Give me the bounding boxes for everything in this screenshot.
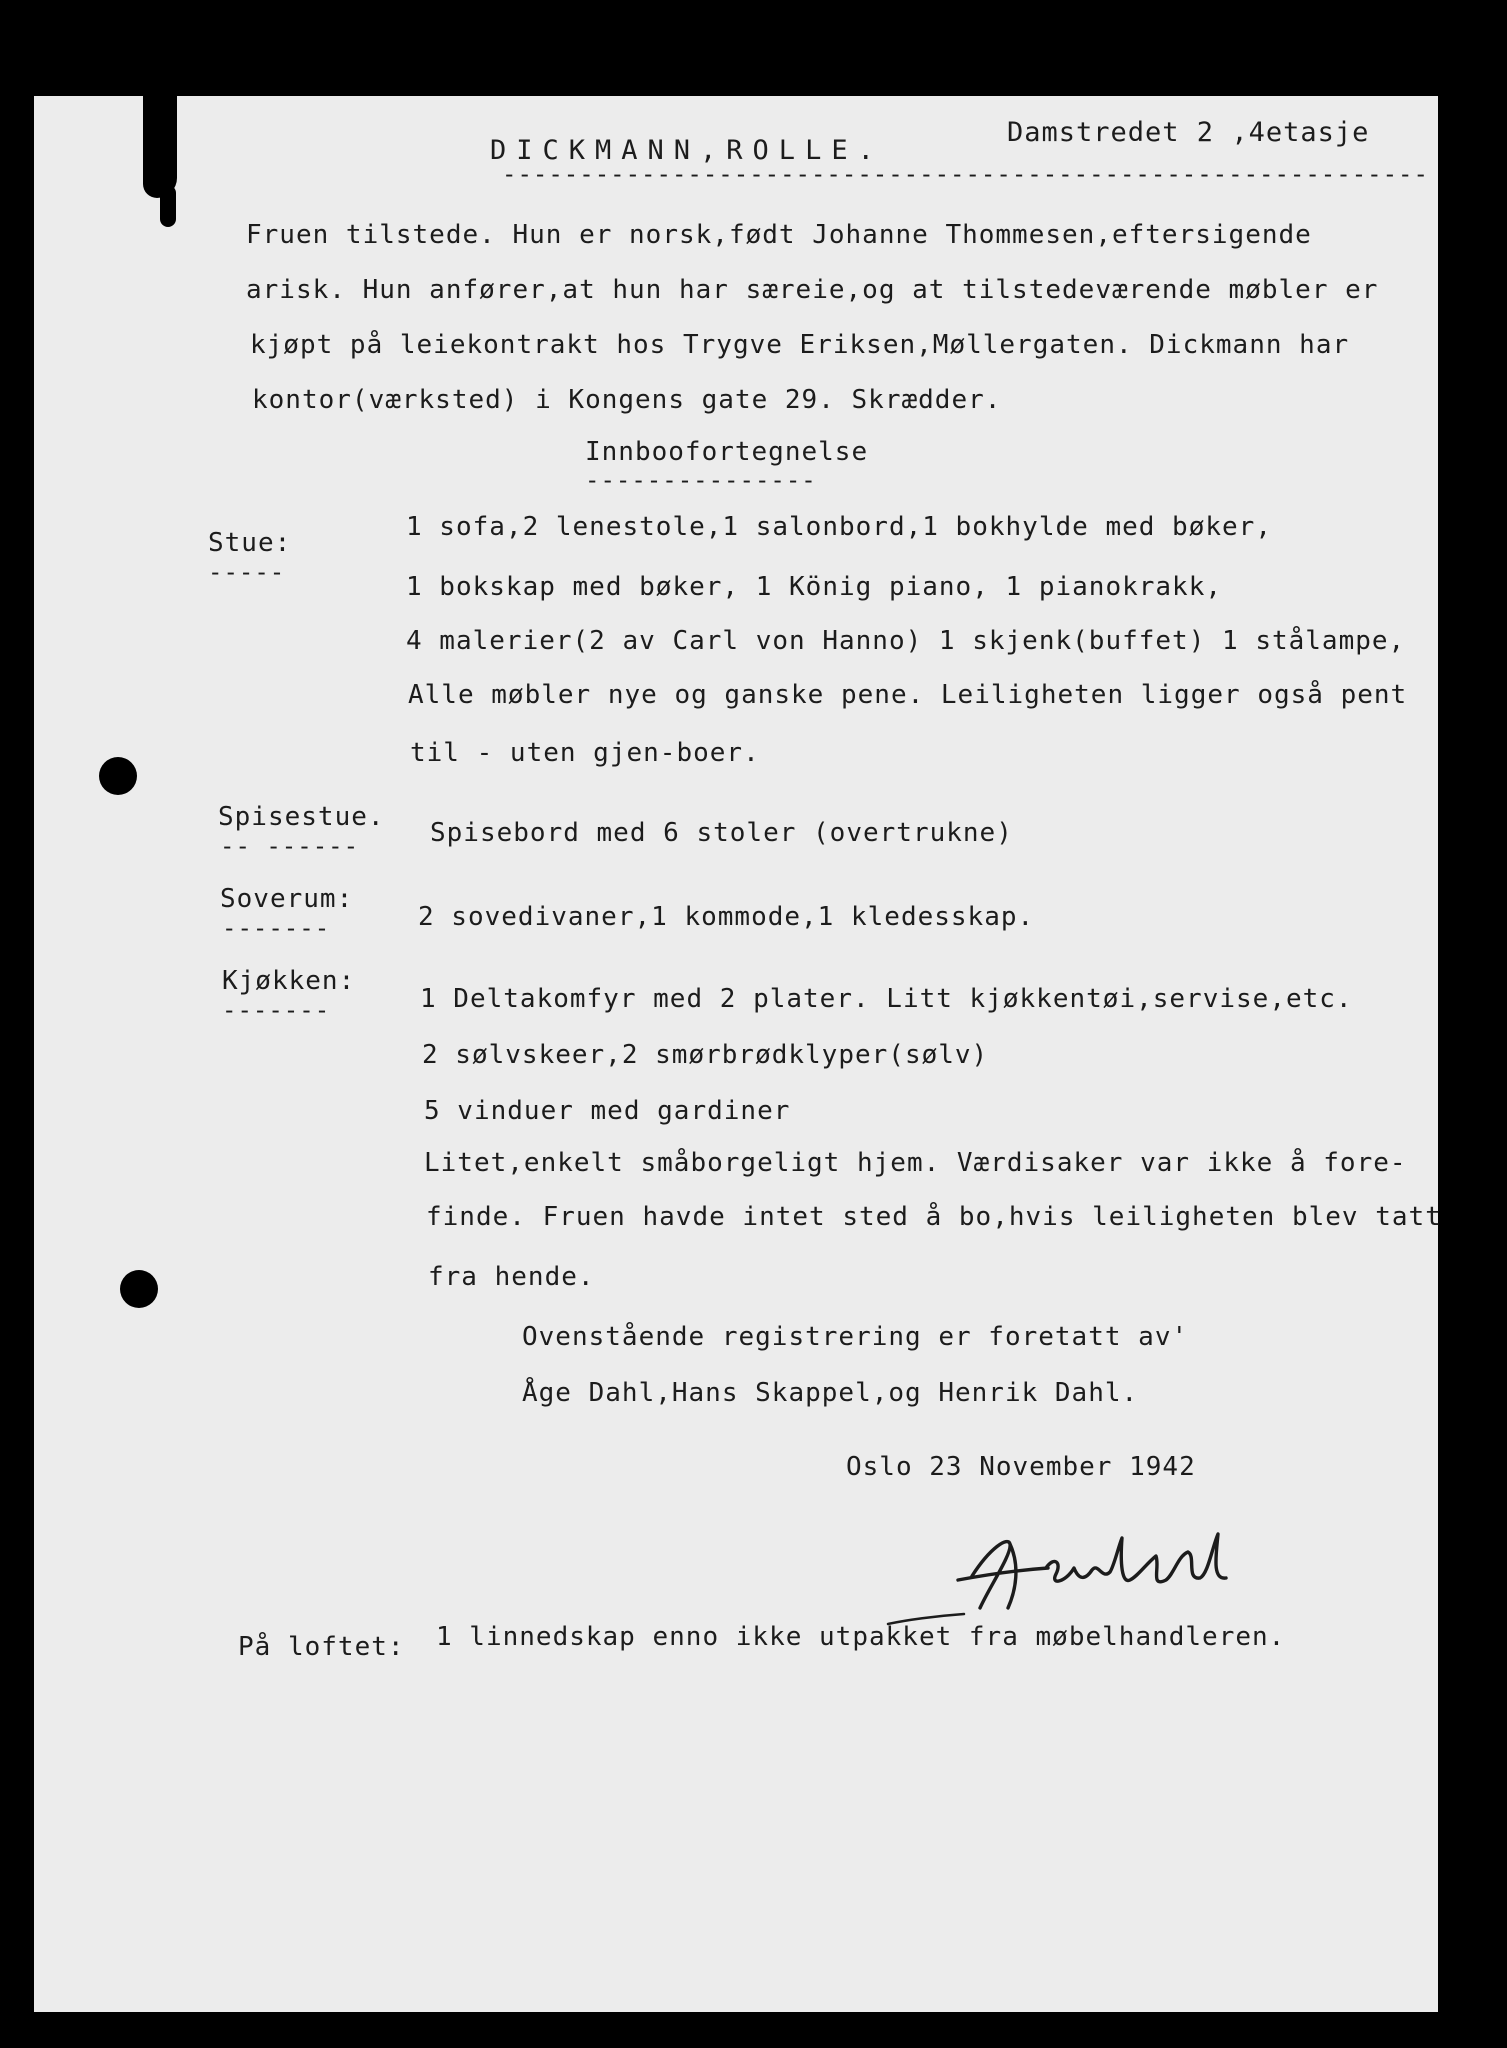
intro-line: arisk. Hun anfører,at hun har særeie,og at tilstedeværende møbler er <box>246 275 1379 305</box>
intro-line: kjøpt på leiekontrakt hos Trygve Eriksen,Møllergaten. Dickmann har <box>250 330 1350 360</box>
section-rule-stue: ----- <box>208 558 286 586</box>
section-label-stue: Stue: <box>208 528 292 558</box>
footnote-label: På loftet: <box>238 1632 405 1662</box>
inventory-title-rule: --------------- <box>585 466 817 494</box>
inventory-line: til - uten gjen-boer. <box>410 738 760 768</box>
inventory-line: 2 sovedivaner,1 kommode,1 kledesskap. <box>418 902 1035 932</box>
inventory-line: Litet,enkelt småborgeligt hjem. Værdisaker var ikke å fore- <box>424 1148 1407 1178</box>
binder-stain <box>143 80 177 198</box>
inventory-line: 2 sølvskeer,2 smørbrødklyper(sølv) <box>422 1040 989 1070</box>
handwritten-strikethrough <box>886 1612 966 1626</box>
binder-stain-drip <box>160 185 176 227</box>
footnote-text: 1 linnedskap enno ikke utpakket fra møbelhandleren. <box>436 1622 1286 1652</box>
inventory-line: 1 sofa,2 lenestole,1 salonbord,1 bokhylde med bøker, <box>406 512 1272 542</box>
handwritten-signature <box>950 1508 1250 1618</box>
punch-hole-bottom <box>120 1270 158 1308</box>
header-rule: ------------------------------------------------------------ <box>502 160 1429 188</box>
inventory-line: Alle møbler nye og ganske pene. Leiligheten ligger også pent <box>408 680 1408 710</box>
place-date: Oslo 23 November 1942 <box>846 1452 1196 1482</box>
inventory-line: Spisebord med 6 stoler (overtrukne) <box>430 818 1013 848</box>
inventory-line: 1 bokskap med bøker, 1 König piano, 1 pianokrakk, <box>406 572 1223 602</box>
intro-line: kontor(værksted) i Kongens gate 29. Skrædder. <box>252 385 1002 415</box>
inventory-line: 4 malerier(2 av Carl von Hanno) 1 skjenk(buffet) 1 stålampe, <box>406 626 1406 656</box>
inventory-line: finde. Fruen havde intet sted å bo,hvis leiligheten blev tatt <box>426 1202 1442 1232</box>
header-address: Damstredet 2 ,4etasje <box>1007 117 1370 148</box>
section-rule-spisestue: -- ------ <box>220 832 360 860</box>
inventory-title: Innboofortegnelse <box>585 437 869 467</box>
inventory-line: fra hende. <box>428 1262 595 1292</box>
inventory-line: 1 Deltakomfyr med 2 plater. Litt kjøkkentøi,servise,etc. <box>420 984 1353 1014</box>
section-label-soverum: Soverum: <box>220 884 354 914</box>
punch-hole-top <box>99 757 137 795</box>
section-rule-soverum: ------- <box>222 914 331 942</box>
section-label-kjokken: Kjøkken: <box>222 966 356 996</box>
registration-line: Ovenstående registrering er foretatt av' <box>522 1322 1189 1352</box>
signature-drawing <box>950 1508 1250 1618</box>
registration-line: Åge Dahl,Hans Skappel,og Henrik Dahl. <box>522 1378 1139 1408</box>
section-rule-kjokken: ------- <box>222 996 331 1024</box>
header-name: DICKMANN,ROLLE. <box>490 135 884 166</box>
inventory-line: 5 vinduer med gardiner <box>424 1096 791 1126</box>
section-label-spisestue: Spisestue. <box>218 802 385 832</box>
intro-line: Fruen tilstede. Hun er norsk,født Johanne Thommesen,eftersigende <box>246 220 1312 250</box>
